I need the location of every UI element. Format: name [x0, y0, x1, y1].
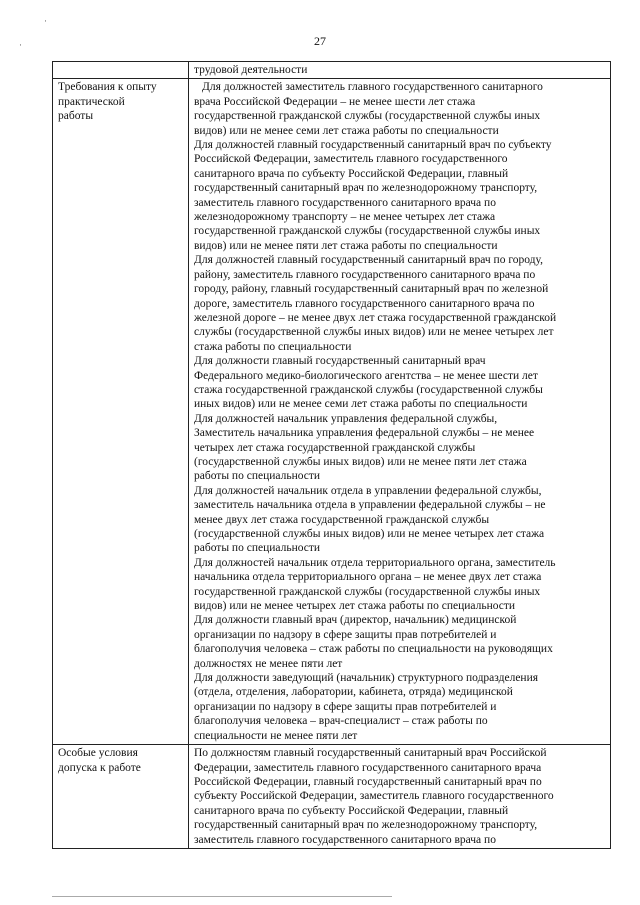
page-number: 27: [314, 34, 326, 48]
paragraph: Для должностей начальник отдела в управлении федеральной службы, заместитель начальника отдела в управлении федеральной службы – не менее двух лет стажа государственной гражданской службы (государственной службы иных видов) или не менее четырех лет стажа работы по специальности: [194, 484, 546, 555]
scan-mark: ·: [44, 16, 47, 26]
paragraph: трудовой деятельности: [194, 64, 308, 76]
paragraph: Для должностей начальник управления федеральной службы, Заместитель начальника управления федеральной службы – не менее четырех лет стажа государственной гражданской службы (государственной службы иных видов) или не менее пяти лет стажа работы по специальности: [194, 412, 535, 483]
paragraph: Для должности заведующий (начальник) структурного подразделения (отдела, отделения, лаборатории, кабинета, отряда) медицинской организации по надзору в сфере защиты прав потребителей и благополучия человека – врач-специалист – стаж работы по специальности не менее пяти лет: [194, 672, 539, 742]
paragraph: По должностям главный государственный санитарный врач Российской Федерации, заместитель главного государственного санитарного врача Российской Федерации, главный государственный санитарный врач по субъекту Российской Федерации, заместитель главного государственного санитарного врача по субъекту Российской Федерации, главный государственный санитарный врач по железнодорожному транспорту, заместитель главного государственного санитарного врача по: [194, 747, 554, 846]
row-label: Особые условия допуска к работе: [58, 747, 141, 774]
row-content-cell: [189, 745, 611, 849]
scan-mark: ·: [19, 40, 22, 50]
paragraph: Для должностей начальник отдела территориального органа, заместитель начальника отдела территориального органа – не менее двух лет стажа государственной гражданской службы (государственной службы иных видов) или не менее четырех лет стажа работы по специальности: [194, 556, 556, 613]
requirements-table: [52, 61, 611, 849]
row-label: Требования к опыту практической работы: [58, 81, 157, 123]
paragraph: Для должностей главный государственный санитарный врач по субъекту Российской Федерации, заместитель главного государственного санитарного врача по субъекту Российской Федерации, главный государственный санитарный врач по железнодорожному транспорту, заместитель главного государственного санитарного врача по железнодорожному транспорту – не менее четырех лет стажа государственной гражданской службы (государственной службы иных видов) или не менее пяти лет стажа работы по специальности: [194, 139, 552, 252]
row-content-cell: [189, 79, 611, 745]
scan-edge-line: [52, 896, 392, 897]
table-row: [53, 745, 611, 849]
row-label-cell: [53, 62, 189, 79]
paragraph: Для должностей заместитель главного государственного санитарного врача Российской Федерации – не менее шести лет стажа государственной гражданской службы (государственной службы иных видов) или не менее семи лет стажа работы по специальности: [194, 81, 543, 137]
table-row: [53, 79, 611, 745]
paragraph: Для должностей главный государственный санитарный врач по городу, району, заместитель главного государственного санитарного врача по городу, району, главный государственный санитарный врач по железной дороге, заместитель главного государственного санитарного врача по железной дороге – не менее двух лет стажа государственной гражданской службы (государственной службы иных видов) или не менее четырех лет стажа работы по специальности: [194, 254, 557, 353]
row-label-cell: [53, 79, 189, 745]
table-row: [53, 62, 611, 79]
row-label-cell: [53, 745, 189, 849]
paragraph: Для должности главный врач (директор, начальник) медицинской организации по надзору в сфере защиты прав потребителей и благополучия человека – стаж работы по специальности на руководящих должностях не менее пяти лет: [194, 614, 553, 670]
paragraph: Для должности главный государственный санитарный врач Федерального медико-биологического агентства – не менее шести лет стажа государственной гражданской службы (государственной службы иных видов) или не менее семи лет стажа работы по специальности: [194, 355, 543, 411]
row-content-cell: [189, 62, 611, 79]
